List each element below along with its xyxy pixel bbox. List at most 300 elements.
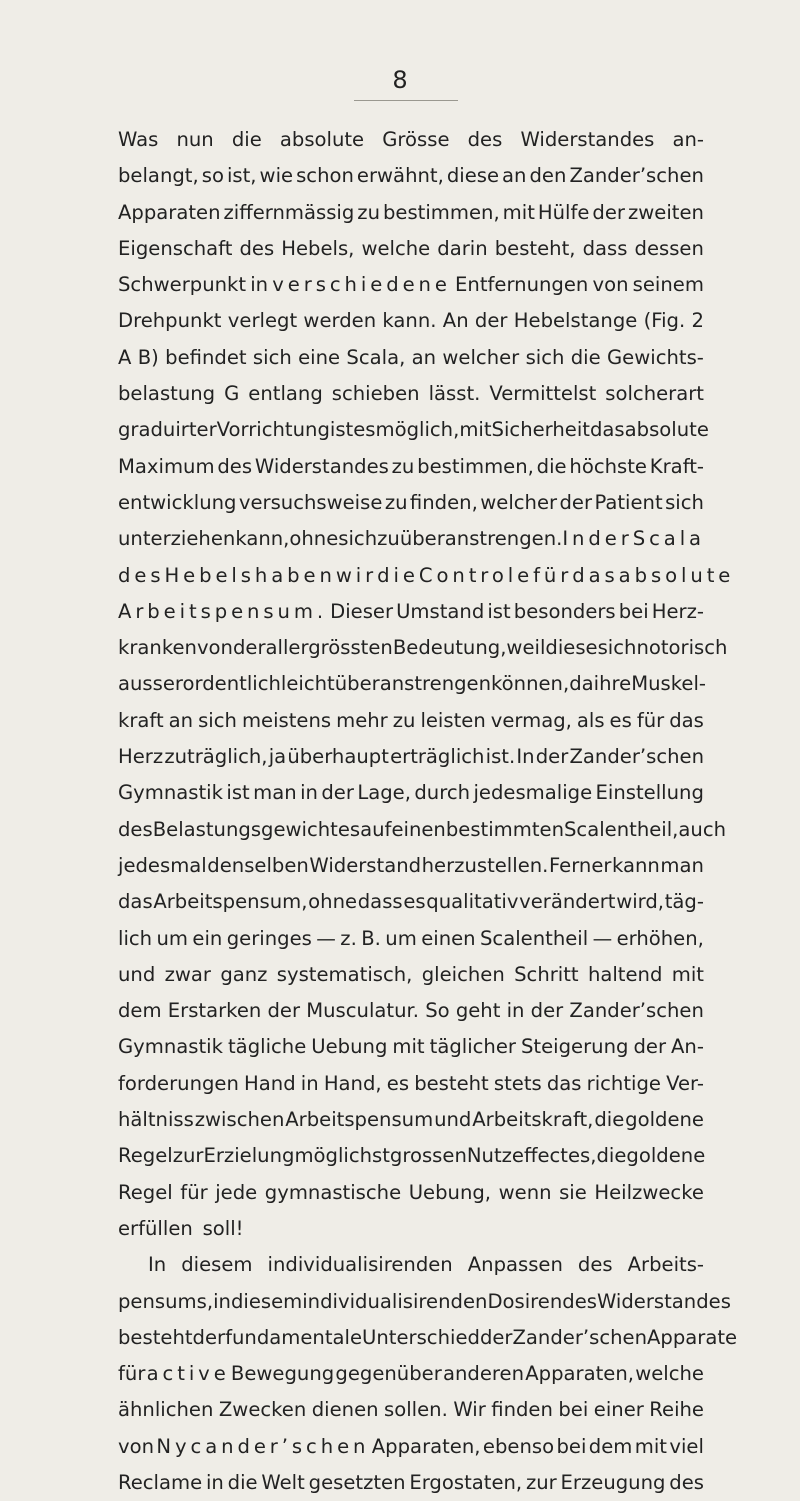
word: des (118, 817, 153, 841)
word: des (118, 563, 165, 587)
word: systematisch, (276, 962, 413, 986)
word: Wir (453, 1398, 486, 1422)
word: Gymnastik (118, 781, 223, 805)
word: diese (446, 164, 500, 188)
word: überhaupt (287, 745, 389, 769)
word: täglicher (429, 1035, 516, 1059)
word: mit (634, 1434, 667, 1458)
word: der (592, 200, 625, 224)
word: belangt, (118, 164, 199, 188)
word: diese (545, 636, 598, 660)
word: gymnastische (264, 1180, 402, 1204)
word: um (156, 926, 189, 950)
word: bestimmten (445, 817, 564, 841)
word: mit (392, 1035, 425, 1059)
word: wenn (498, 1180, 552, 1204)
text-line (118, 267, 704, 303)
word: bestimmen, (382, 200, 500, 224)
word: viel (669, 1434, 704, 1458)
word: leicht (280, 672, 335, 696)
word: bei (556, 1434, 587, 1458)
word: Arbeits- (627, 1253, 704, 1277)
word: Was (118, 128, 159, 151)
word: von (592, 273, 629, 297)
text-line (118, 884, 704, 920)
word: individualisirenden (302, 1289, 488, 1313)
word: der (535, 745, 569, 769)
word: zuträglich, (164, 745, 268, 769)
word: Entfernungen (455, 273, 589, 297)
word: für (636, 708, 665, 732)
word: zur (525, 1470, 557, 1494)
word: die (594, 1108, 625, 1132)
word: kann. (382, 309, 437, 333)
word: Belastungsgewichtes (152, 817, 361, 841)
word: der (588, 527, 633, 551)
word: Zander’schen (569, 999, 704, 1023)
word: Eigenschaft (118, 236, 233, 260)
word: allergrössten (265, 636, 393, 660)
word: Reclame (118, 1470, 203, 1494)
word: um (385, 926, 417, 950)
word: Kraft- (649, 454, 704, 478)
word: der (559, 490, 593, 514)
word: Widerstandes (596, 1289, 731, 1313)
word: — (592, 926, 613, 950)
word: kann (612, 853, 660, 877)
word: verschiedene (272, 273, 451, 297)
text-line (118, 812, 727, 848)
word: graduirter (118, 418, 217, 442)
word: dienen (311, 1398, 379, 1422)
text-line (118, 1429, 704, 1465)
word: kraft (118, 708, 164, 732)
word: verändert (519, 890, 616, 914)
word: der (479, 1325, 513, 1349)
word: sich (597, 636, 637, 660)
word: mit (502, 200, 535, 224)
word: Scala, (346, 345, 406, 369)
word: ohne (289, 527, 339, 551)
text-line (118, 1066, 704, 1102)
word: Hebels, (281, 236, 355, 260)
text-line (118, 1284, 731, 1320)
word: die (536, 454, 567, 478)
word: unterziehen (118, 527, 236, 551)
word: in (300, 781, 318, 805)
word: Drehpunkt (118, 309, 222, 333)
text-line (118, 485, 704, 521)
word: individualisirenden (267, 1253, 453, 1277)
text-line (118, 195, 704, 231)
word: sollen. (384, 1398, 448, 1422)
word: Regel (118, 1180, 173, 1204)
word: ohne (308, 890, 358, 914)
word: erhöhen, (616, 926, 704, 950)
word: mit (459, 418, 492, 442)
word: kann, (235, 527, 290, 551)
word: das (546, 1071, 582, 1095)
word: Unterschied (362, 1325, 480, 1349)
word: können, (491, 672, 570, 696)
word: An- (671, 1035, 704, 1059)
word: Scalentheil (480, 926, 589, 950)
word: So (425, 999, 450, 1023)
word: denselben (207, 853, 309, 877)
word: tägliche (228, 1035, 307, 1059)
word: in (506, 999, 525, 1023)
word: welcher (480, 490, 558, 514)
word: Apparaten, (525, 1362, 634, 1386)
text-line (118, 957, 704, 993)
word: Erzeugung (560, 1470, 666, 1494)
text-line (118, 1175, 704, 1211)
word: in (205, 1470, 224, 1494)
word: Zander’schen (569, 164, 704, 188)
word: Scala (632, 527, 705, 551)
word: Uebung (311, 1035, 388, 1059)
word: die (377, 563, 419, 587)
word: erträglich (390, 745, 485, 769)
word: der (474, 309, 508, 333)
word: zu (391, 454, 415, 478)
word: für (533, 563, 573, 587)
word: A (118, 345, 132, 369)
word: Arbeitskraft, (472, 1108, 594, 1132)
word: zu (357, 200, 380, 224)
word: Hand (244, 1071, 296, 1095)
text-line (118, 739, 704, 775)
word: Steigerung (520, 1035, 629, 1059)
word: stets (493, 1071, 542, 1095)
word: solcherart (605, 382, 704, 406)
word: jedesmalige (473, 781, 593, 805)
word: weil (506, 636, 546, 660)
word: entlang (248, 382, 323, 406)
word: goldene (626, 1144, 706, 1168)
word: durch (414, 781, 471, 805)
word: ganz (220, 962, 268, 986)
word: B) (137, 345, 159, 369)
word: es (386, 1071, 410, 1095)
word: des (217, 454, 253, 478)
text-line (118, 1102, 704, 1138)
word: einer (593, 1398, 644, 1422)
word: schon (296, 164, 354, 188)
word: ihre (593, 672, 632, 696)
word: in (250, 273, 269, 297)
word: gegenüber (335, 1362, 442, 1386)
word: lässt. (428, 382, 481, 406)
word: B. (361, 926, 381, 950)
word: entwicklung (118, 490, 237, 514)
word: an- (672, 128, 704, 151)
word: es (609, 708, 632, 732)
text-line (118, 303, 704, 339)
word: An (442, 309, 469, 333)
word: die (570, 345, 601, 369)
word: der (633, 1035, 667, 1059)
word: erwähnt, (356, 164, 444, 188)
word: ein (192, 926, 223, 950)
word: pensums, (118, 1289, 214, 1313)
word: zu (392, 708, 416, 732)
word: z. (340, 926, 357, 950)
word: besonders (513, 599, 616, 623)
word: Ergostaten, (409, 1470, 523, 1494)
word: zu (384, 490, 408, 514)
word: Apparaten, (371, 1434, 481, 1458)
word: Hand, (323, 1071, 382, 1095)
word: eine (298, 345, 341, 369)
word: in (300, 1071, 319, 1095)
word: diesem (181, 1253, 253, 1277)
word: gleichen (421, 962, 505, 986)
text-line (118, 848, 704, 884)
word: Arbeitspensum. (118, 599, 328, 623)
word: die (227, 1470, 258, 1494)
word: von (196, 636, 233, 660)
word: meistens (241, 708, 332, 732)
word: jedesmal (118, 853, 207, 877)
word: welche (361, 236, 431, 260)
word: leisten (420, 708, 486, 732)
word: active (146, 1362, 230, 1386)
word: Widerstand (309, 853, 422, 877)
word: dass (357, 890, 403, 914)
word: Apparaten (118, 200, 221, 224)
word: bei (618, 599, 649, 623)
word: schieben (331, 382, 420, 406)
word: mehr (336, 708, 388, 732)
word: den (529, 164, 567, 188)
word: des (577, 1253, 613, 1277)
word: Heilzwecke (594, 1180, 704, 1204)
text-line (118, 558, 735, 594)
word: notorisch (636, 636, 728, 660)
word: überanstrengen (334, 672, 492, 696)
word: befindet (165, 345, 247, 369)
word: und (118, 962, 156, 986)
word: wird, (616, 890, 665, 914)
page-rule (354, 100, 458, 101)
word: Hebelstange (513, 309, 638, 333)
word: Muskel- (631, 672, 706, 696)
word: das (589, 418, 625, 442)
word: In (562, 527, 589, 551)
word: verlegt (227, 309, 298, 333)
word: höchste (569, 454, 647, 478)
word: mit (671, 962, 704, 986)
word: Schritt (514, 962, 579, 986)
word: ziffernmässig (223, 200, 355, 224)
word: grossen (389, 1144, 467, 1168)
paragraph (118, 1247, 738, 1501)
text-line (118, 703, 704, 739)
word: es (403, 890, 426, 914)
text-line (118, 1465, 704, 1501)
word: auf (360, 817, 392, 841)
word: der (192, 1325, 226, 1349)
word: jede (215, 1180, 258, 1204)
word: belastung (118, 382, 216, 406)
word: Arbeitspensum, (153, 890, 308, 914)
word: dessen (634, 236, 704, 260)
word: sich (252, 345, 292, 369)
word: ähnlichen (118, 1398, 214, 1422)
word: besteht (414, 1071, 489, 1095)
text-line (118, 412, 709, 448)
word: die (596, 1144, 627, 1168)
word: herzustellen. (421, 853, 549, 877)
text-line (118, 921, 704, 957)
word: für (118, 1362, 146, 1386)
word: dem (588, 1434, 633, 1458)
word: haben (254, 563, 336, 587)
word: Ferner (548, 853, 612, 877)
text-line (118, 775, 704, 811)
word: sie (559, 1180, 587, 1204)
word: dem (118, 999, 162, 1023)
word: an (502, 164, 527, 188)
word: da (569, 672, 594, 696)
word: der (267, 999, 301, 1023)
word: ja (268, 745, 287, 769)
word: Hebels (164, 563, 255, 587)
text-line (118, 1211, 704, 1247)
word: zweiten (627, 200, 704, 224)
word: an (168, 708, 194, 732)
word: dass (582, 236, 628, 260)
word: Patient (594, 490, 663, 514)
word: Bewegung (230, 1362, 335, 1386)
word: Dosiren (487, 1289, 563, 1313)
word: erfüllen (118, 1216, 193, 1240)
word: Uebung, (408, 1180, 492, 1204)
word: vermag, (490, 708, 572, 732)
word: finden, (409, 490, 478, 514)
word: für (180, 1180, 208, 1204)
text-line (118, 1320, 738, 1356)
word: fundamentale (225, 1325, 363, 1349)
word: wie (259, 164, 294, 188)
word: darin (437, 236, 488, 260)
word: ausserordentlich (118, 672, 281, 696)
word: geringes (226, 926, 312, 950)
word: sich (665, 490, 704, 514)
word: man (660, 853, 704, 877)
word: zu (377, 527, 400, 551)
word: werden (303, 309, 377, 333)
paragraph (118, 122, 735, 1247)
word: ist, (226, 164, 257, 188)
word: Erstarken (167, 999, 262, 1023)
word: die (231, 128, 262, 151)
word: Nutzeffectes, (466, 1144, 597, 1168)
word: Lage, (357, 781, 411, 805)
word: Arbeitspensum (285, 1108, 434, 1132)
word: — (316, 926, 336, 950)
word: anderen (443, 1362, 525, 1386)
word: diesem (230, 1289, 303, 1313)
word: Zander’schen (512, 1325, 647, 1349)
word: welcher (442, 345, 520, 369)
word: haltend (587, 962, 663, 986)
word: Regel (118, 1144, 173, 1168)
word: des (239, 236, 275, 260)
word: sich (525, 345, 565, 369)
word: Grösse (382, 128, 450, 151)
word: einen (391, 817, 446, 841)
word: Ver- (666, 1071, 704, 1095)
word: Schwerpunkt (118, 273, 247, 297)
word: (Fig. (643, 309, 686, 333)
word: Gewichts- (607, 345, 704, 369)
word: versuchsweise (238, 490, 383, 514)
word: absolute (624, 418, 709, 442)
word: Herz- (651, 599, 704, 623)
word: Sicherheit (491, 418, 590, 442)
word: Musculatur. (306, 999, 419, 1023)
word: Hülfe (537, 200, 590, 224)
text-line (118, 521, 704, 557)
word: soll! (202, 1216, 244, 1240)
word: absolute (279, 128, 365, 151)
word: zwar (164, 962, 211, 986)
word: als (576, 708, 605, 732)
text-line (118, 340, 704, 376)
word: nun (176, 128, 214, 151)
word: der (321, 781, 354, 805)
word: gesetzten (308, 1470, 406, 1494)
word: Welt (261, 1470, 305, 1494)
word: Controle (418, 563, 534, 587)
page-number: 8 (392, 66, 408, 94)
word: In (516, 745, 535, 769)
text-line (118, 122, 704, 158)
word: geht (455, 999, 501, 1023)
word: Gymnastik (118, 1035, 223, 1059)
word: von (118, 1434, 155, 1458)
word: Scalentheil, (564, 817, 679, 841)
word: der (530, 999, 564, 1023)
word: G (224, 382, 240, 406)
text-line (118, 1392, 704, 1428)
word: täg- (664, 890, 704, 914)
text-line (118, 993, 704, 1029)
word: möglichst (294, 1144, 390, 1168)
word: sich (338, 527, 378, 551)
text-line (118, 449, 704, 485)
word: Zwecken (218, 1398, 307, 1422)
word: forderungen (118, 1071, 239, 1095)
word: und (434, 1108, 472, 1132)
word: besteht (118, 1325, 193, 1349)
word: kranken (118, 636, 197, 660)
word: einen (421, 926, 476, 950)
word: Einstellung (595, 781, 704, 805)
word: bestimmen, (417, 454, 534, 478)
word: zwischen (194, 1108, 285, 1132)
word: bei (558, 1398, 589, 1422)
word: seinem (632, 273, 704, 297)
text-line (118, 630, 728, 666)
word: Vermittelst (489, 382, 597, 406)
word: des (669, 1470, 704, 1494)
word: In (148, 1253, 167, 1277)
word: hältniss (118, 1108, 194, 1132)
word: besteht, (494, 236, 576, 260)
